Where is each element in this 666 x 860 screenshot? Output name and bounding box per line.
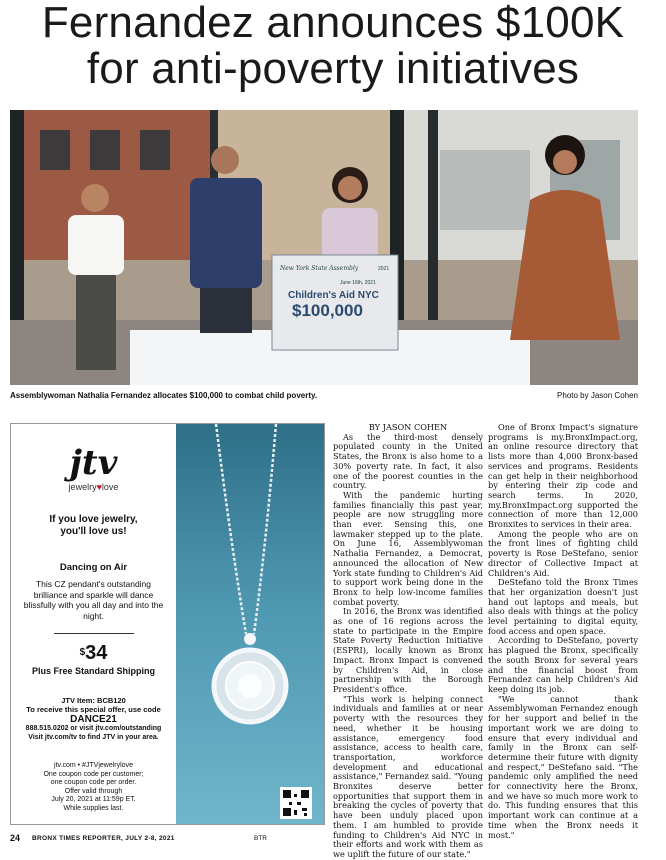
pendant-image <box>176 424 324 824</box>
headline <box>0 0 666 92</box>
ad-contact-2[interactable]: Visit jtv.com/tv to find JTV in your area. <box>28 733 159 741</box>
price-symbol: $ <box>79 647 86 658</box>
article-column-2 <box>488 423 638 840</box>
headline-line-2: for anti-poverty initiatives <box>86 44 580 93</box>
ad-fine-4: Offer valid through <box>64 787 123 795</box>
section-code: BTR <box>254 835 267 842</box>
jtv-advertisement[interactable] <box>10 423 325 825</box>
ad-price <box>11 642 176 664</box>
check-amount-text: $100,000 <box>292 301 363 320</box>
article-paragraph: Among the people who are on the front lines of fighting child poverty is Rose DeStefano, senior director of Collective Impact at Children's Aid. <box>488 528 638 578</box>
ad-promo-code: DANCE21 <box>70 714 117 725</box>
article-paragraph: "This work is helping connect individuals and families at or near poverty with the resources they need, whether it be housing assistance, emergency food assistance, access to health care, transportation, workforce development and educational assistance," Fernandez said. "Young Bronxites deserve better opportunities that support them in breaking the cycles of poverty that have been unduly placed upon them. I am humbled to provide funding to Children's Aid NYC in their efforts and work with them as we uplift the future of our state." <box>333 693 483 859</box>
photo-credit: Photo by Jason Cohen <box>557 391 638 400</box>
ad-shipping: Plus Free Standard Shipping <box>31 666 156 676</box>
article-paragraph: DeStefano told the Bronx Times that her organization doesn't just hand out laptops and meals, but also deals with things at the policy level pertaining to digital equity, food access and open space. <box>488 577 638 636</box>
article-paragraph: According to DeStefano, poverty has plagued the Bronx, specifically the south Bronx for several years and the financial boost from Fernandez can help Children's Aid keep doing its job. <box>488 635 638 694</box>
heart-icon: ♥ <box>96 482 102 492</box>
page-number: 24 <box>10 833 21 843</box>
check-payee-text: Children's Aid NYC <box>288 290 379 301</box>
check-assembly-text: New York State Assembly <box>280 265 359 272</box>
ad-fine-2: One coupon code per customer; <box>43 770 144 778</box>
ad-tagline <box>11 514 176 538</box>
page-footer <box>10 835 638 846</box>
article-paragraph: In 2016, the Bronx was identified as one of 16 regions across the state to participate in the Empire State Poverty Reduction Initiative (ESPRI), locally known as Bronx Impact. Bronx Impact is convened by Children's Aid, in close partnership with the Borough President's office. <box>333 606 483 694</box>
ad-tagline-1: If you love jewelry, <box>49 514 138 525</box>
ad-divider <box>54 633 134 634</box>
ad-headline: Dancing on Air <box>59 562 128 573</box>
photo-caption <box>10 391 638 405</box>
jtv-logo: jtv <box>69 443 118 483</box>
ad-fine-6: While supplies last. <box>63 804 124 812</box>
ad-fine-3: one coupon code per order. <box>50 779 137 786</box>
ad-fine-print <box>11 762 176 813</box>
ad-fine-5: July 20, 2021 at 11:59p ET. <box>51 796 136 803</box>
ad-tagline-2: you'll love us! <box>60 526 127 537</box>
byline: BY JASON COHEN <box>368 422 448 432</box>
caption-text: Assemblywoman Nathalia Fernandez allocates $100,000 to combat child poverty. <box>10 391 318 400</box>
news-photo <box>10 110 638 385</box>
ad-description: This CZ pendant's outstanding brilliance and sparkle will dance blissfully with you all day and into the night. <box>23 579 164 621</box>
ad-image-panel <box>176 424 324 824</box>
headline-line-1: Fernandez announces $100K <box>41 0 625 47</box>
ad-contact-1[interactable]: 888.515.0202 or visit jtv.com/outstanding <box>25 725 162 732</box>
price-value: 34 <box>85 642 108 664</box>
ad-offer-line: To receive this special offer, use code <box>26 705 161 714</box>
article-column-1 <box>333 423 483 860</box>
article-paragraph: One of Bronx Impact's signature programs is my.BronxImpact.org, an online resource directory that lists more than 4,000 Bronx-based services and programs. Residents can get help in their neighborhood by entering their zip code and search terms. In 2020, my.BronxImpact.org supported the connection of more than 12,000 Bronxites to services in their area. <box>488 422 638 530</box>
ad-item-block <box>11 696 176 714</box>
logo-sub-jewelry: jewelry <box>68 482 97 492</box>
article-paragraph: With the pandemic hurting families financially this past year, people are now struggling more than ever. Sensing this, one lawmaker stepped up to the plate. On June 16, Assemblywoman Nathalia Fernandez, a Democrat, announced the allocation of New York state funding to Children's Aid to support work being done in the Bronx to help low-income families combat poverty. <box>333 489 483 607</box>
logo-sub-love: love <box>101 482 119 492</box>
publication-line: BRONX TIMES REPORTER, JULY 2-8, 2021 <box>32 835 175 842</box>
ad-item-number: JTV Item: BCB120 <box>61 696 126 705</box>
jtv-logo-subtitle <box>11 482 176 492</box>
ad-contact <box>11 725 176 742</box>
article-paragraph: As the third-most densely populated county in the United States, the Bronx is also home to a 30% poverty rate. In fact, it also one of the poorest counties in the country. <box>333 431 483 491</box>
check-date-text: June 16th, 2021 <box>340 280 376 286</box>
ad-fine-1: jtv.com • #JTVjewelrylove <box>54 762 133 769</box>
ad-text-panel <box>11 424 176 824</box>
article-paragraph: "We cannot thank Assemblywoman Fernandez enough for her support and belief in the important work we are doing to ensure that every individual and family in the Bronx can self-determine their future with dignity and respect," DeStefano said. "The pandemic only amplified the need for connectivity here the Bronx, and we have so much more work to do. This funding ensures that this important work can continue at a time when the Bronx needs it most." <box>488 693 638 840</box>
check-number-text: 2021 <box>378 266 390 272</box>
press-conference-photo <box>10 110 638 385</box>
